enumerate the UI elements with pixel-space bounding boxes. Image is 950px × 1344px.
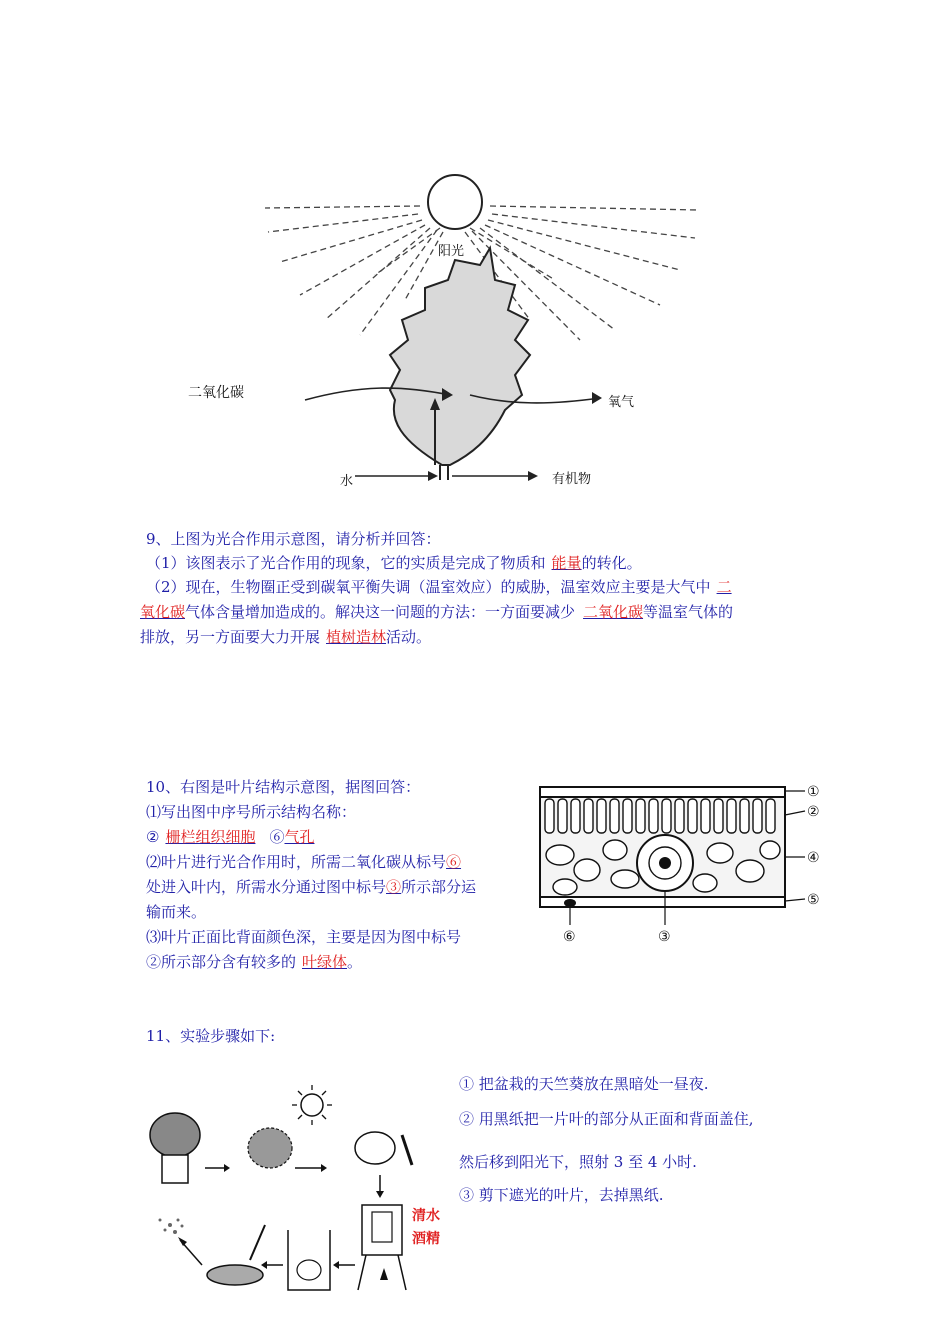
q9-p2-c: 等温室气体的 [643,603,734,621]
q9-p1-post: 的转化。 [581,554,642,572]
q11-step1: ① 把盆栽的天竺葵放在黑暗处一昼夜. [459,1075,709,1093]
label-1: ① [807,784,820,800]
q10-s3-answer: 叶绿体 [302,953,348,971]
photosynthesis-diagram [150,170,710,500]
q10-s2-num3: ③ [386,878,402,896]
q11-step2a: ② 用黑纸把一片叶的部分从正面和背面盖住, [459,1110,754,1128]
stoma-icon [564,899,576,907]
q10-s1-answer6: 气孔 [284,828,315,846]
experiment-diagram [140,1080,455,1305]
q9-p1-answer: 能量 [551,554,582,572]
q9-p2-answer3: 植树造林 [326,628,387,646]
label-3: ③ [658,929,671,945]
q11-title: 11、实验步骤如下: [146,1027,276,1045]
q10-s2-d: 输而来。 [146,903,207,921]
q9-p2-answer2: 二氧化碳 [583,603,644,621]
q9-p1-pre: （1）该图表示了光合作用的现象，它的实质是完成了物质和 [146,554,546,572]
q10-s1-num2: ② [146,828,160,846]
result-leaf-icon [159,1219,184,1235]
organic-label: 有机物 [552,472,592,487]
label-5: ⑤ [807,892,820,908]
leaf-cover-icon [248,1128,292,1168]
q10-s2-c: 所示部分运 [401,878,477,896]
potted-plant-icon [150,1113,200,1183]
q9-p2-a: （2）现在，生物圈正受到碳氧平衡失调（温室效应）的威胁，温室效应主要是大气中 [146,578,711,596]
q10-s2-num6: ⑥ [446,853,462,871]
label-2: ② [807,804,820,820]
q10-s3-c: 。 [347,953,363,971]
label-4: ④ [807,850,820,866]
sun-label: 阳光 [438,244,465,259]
q9-p2-e: 活动。 [386,628,432,646]
small-sun-icon [292,1085,332,1125]
q9-p2-d: 排放，另一方面要大力开展 [140,628,321,646]
petri-dish-icon [207,1225,265,1285]
q9-p2-b: 气体含量增加造成的。解决这一问题的方法：一方面要减少 [185,603,576,621]
o2-label: 氧气 [608,395,635,410]
q10-s3-b: ②所示部分含有较多的 [146,953,297,971]
q10-s2-b: 处进入叶内，所需水分通过图中标号 [146,878,387,896]
beaker-icon [288,1230,330,1290]
q10-s2-a: ⑵叶片进行光合作用时，所需二氧化碳从标号 [146,853,447,871]
q10-s1: ⑴写出图中序号所示结构名称： [146,803,357,821]
q10-s1-num6: ⑥ [269,828,285,846]
q11-step3: ③ 剪下遮光的叶片，去掉黑纸. [459,1186,664,1204]
water-label: 水 [340,474,354,489]
beaker-label-alcohol: 酒精 [412,1231,440,1247]
cut-leaf-icon [355,1132,395,1164]
q9-part2 [140,575,811,650]
q9-p2-answer1a: 二 [716,578,732,596]
q10-s1-answer2: 栅栏组织细胞 [165,828,256,846]
q9-part1 [146,551,642,576]
label-6: ⑥ [563,929,576,945]
leaf-cross-section-diagram [525,775,825,945]
q10-title: 10、右图是叶片结构示意图，据图回答： [146,778,421,796]
water-bath-icon [358,1205,406,1290]
q11-step2b: 然后移到阳光下，照射 3 至 4 小时. [459,1153,697,1171]
leaf-icon [390,248,530,465]
q10-text [146,775,526,975]
q9-title: 9、上图为光合作用示意图，请分析并回答： [146,530,441,548]
q10-s3-a: ⑶叶片正面比背面颜色深，主要是因为图中标号 [146,928,462,946]
beaker-label-water: 清水 [412,1208,440,1224]
sun-icon [428,175,482,229]
co2-label: 二氧化碳 [188,385,244,401]
q9-p2-answer1b: 氧化碳 [140,603,186,621]
